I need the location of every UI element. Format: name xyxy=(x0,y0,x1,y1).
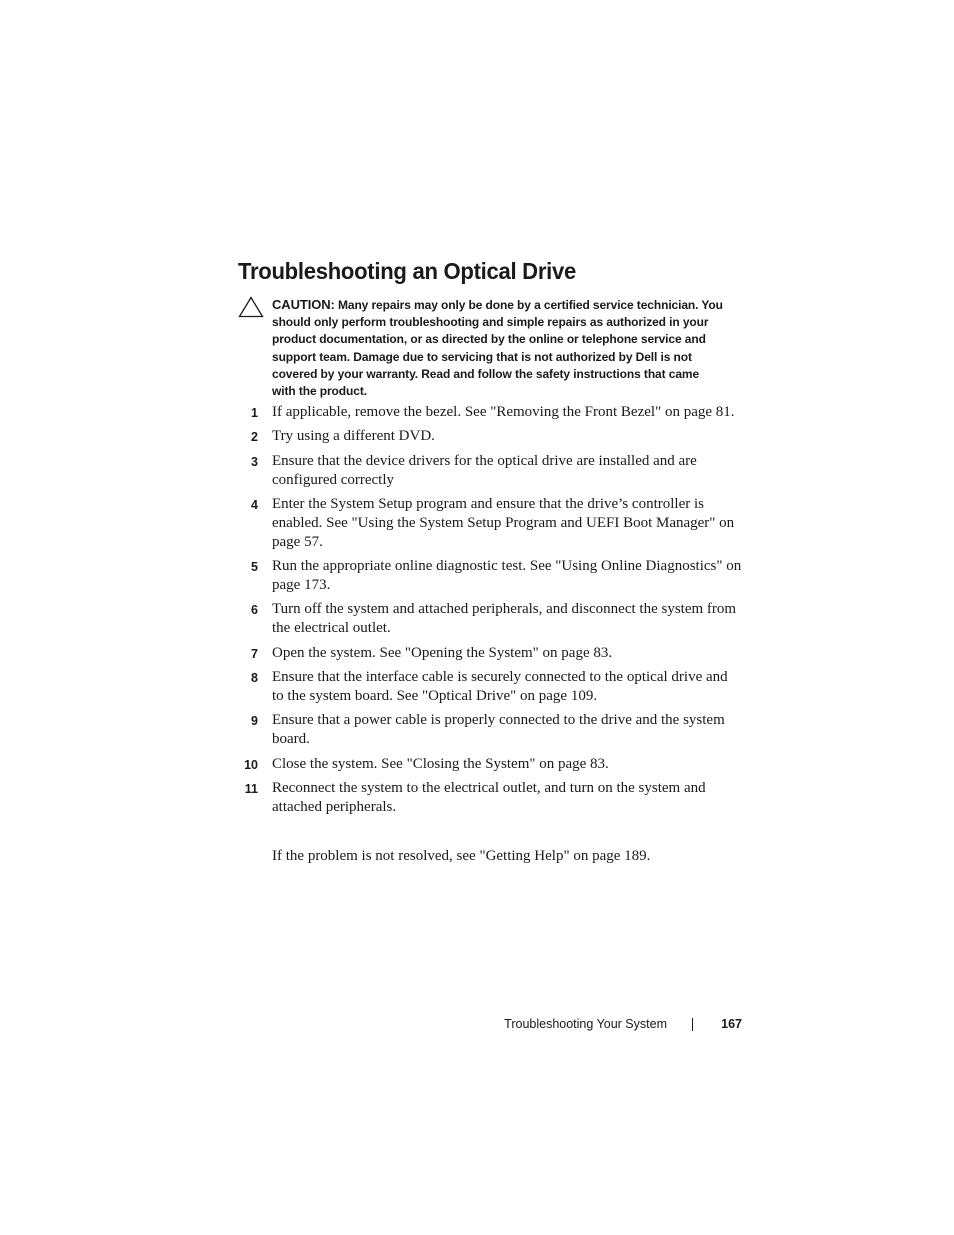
caution-body: Many repairs may only be done by a certified service technician. You should only perform troubleshooting and simple repairs as authorized in your product documentation, or as directed by the online or telephone service and support team. Damage due to servicing that is not authorized by Dell is not covered by your warranty. Read and follow the safety instructions that came with the product. xyxy=(272,298,723,399)
step-text: Run the appropriate online diagnostic test. See "Using Online Diagnostics" on page 173. xyxy=(272,558,742,594)
step-item xyxy=(238,600,748,638)
step-number: 7 xyxy=(251,646,258,661)
step-text: Turn off the system and attached peripherals, and disconnect the system from the electrical outlet. xyxy=(272,601,737,637)
step-text: Ensure that the interface cable is securely connected to the optical drive and to the system board. See "Optical Drive" on page 109. xyxy=(272,669,728,705)
step-number: 2 xyxy=(251,430,258,445)
step-item xyxy=(238,403,748,422)
step-number: 1 xyxy=(251,406,258,420)
step-text: Close the system. See "Closing the System" on page 83. xyxy=(272,755,609,772)
caution-notice xyxy=(272,296,724,400)
step-item xyxy=(238,755,748,774)
step-item xyxy=(238,711,748,749)
step-number: 5 xyxy=(251,560,258,575)
step-text: Reconnect the system to the electrical outlet, and turn on the system and attached peripherals. xyxy=(272,779,706,815)
step-text: Open the system. See "Opening the System" on page 83. xyxy=(272,644,613,661)
page-title: Troubleshooting an Optical Drive xyxy=(238,258,576,284)
step-number: 10 xyxy=(244,757,258,772)
step-item xyxy=(238,557,748,595)
step-number: 9 xyxy=(251,714,258,729)
step-item xyxy=(238,495,748,552)
step-number: 6 xyxy=(251,603,258,618)
step-number: 3 xyxy=(251,454,258,469)
step-item xyxy=(238,779,748,817)
step-item xyxy=(238,427,748,446)
step-item xyxy=(238,668,748,706)
step-number: 11 xyxy=(244,781,258,796)
footer-section-title: Troubleshooting Your System xyxy=(504,1017,667,1031)
step-text: If applicable, remove the bezel. See "Removing the Front Bezel" on page 81. xyxy=(272,404,735,420)
warning-triangle-icon xyxy=(238,296,264,318)
caution-label: CAUTION: xyxy=(272,297,335,312)
step-number: 8 xyxy=(251,671,258,686)
step-text: Try using a different DVD. xyxy=(272,428,435,445)
step-item xyxy=(238,644,748,663)
step-item xyxy=(238,452,748,490)
step-text: Enter the System Setup program and ensure that the drive’s controller is enabled. See "Using the System Setup Program and UEFI Boot Manager" on page 57. xyxy=(272,495,735,550)
result-note: If the problem is not resolved, see "Getting Help" on page 189. xyxy=(272,848,651,864)
troubleshooting-steps xyxy=(238,403,748,822)
step-text: Ensure that a power cable is properly connected to the drive and the system board. xyxy=(272,712,725,748)
step-text: Ensure that the device drivers for the optical drive are installed and are configured correctly xyxy=(272,452,697,488)
step-number: 4 xyxy=(251,497,258,512)
page-footer xyxy=(470,1014,742,1034)
footer-divider xyxy=(692,1018,693,1031)
page-number: 167 xyxy=(721,1017,742,1031)
